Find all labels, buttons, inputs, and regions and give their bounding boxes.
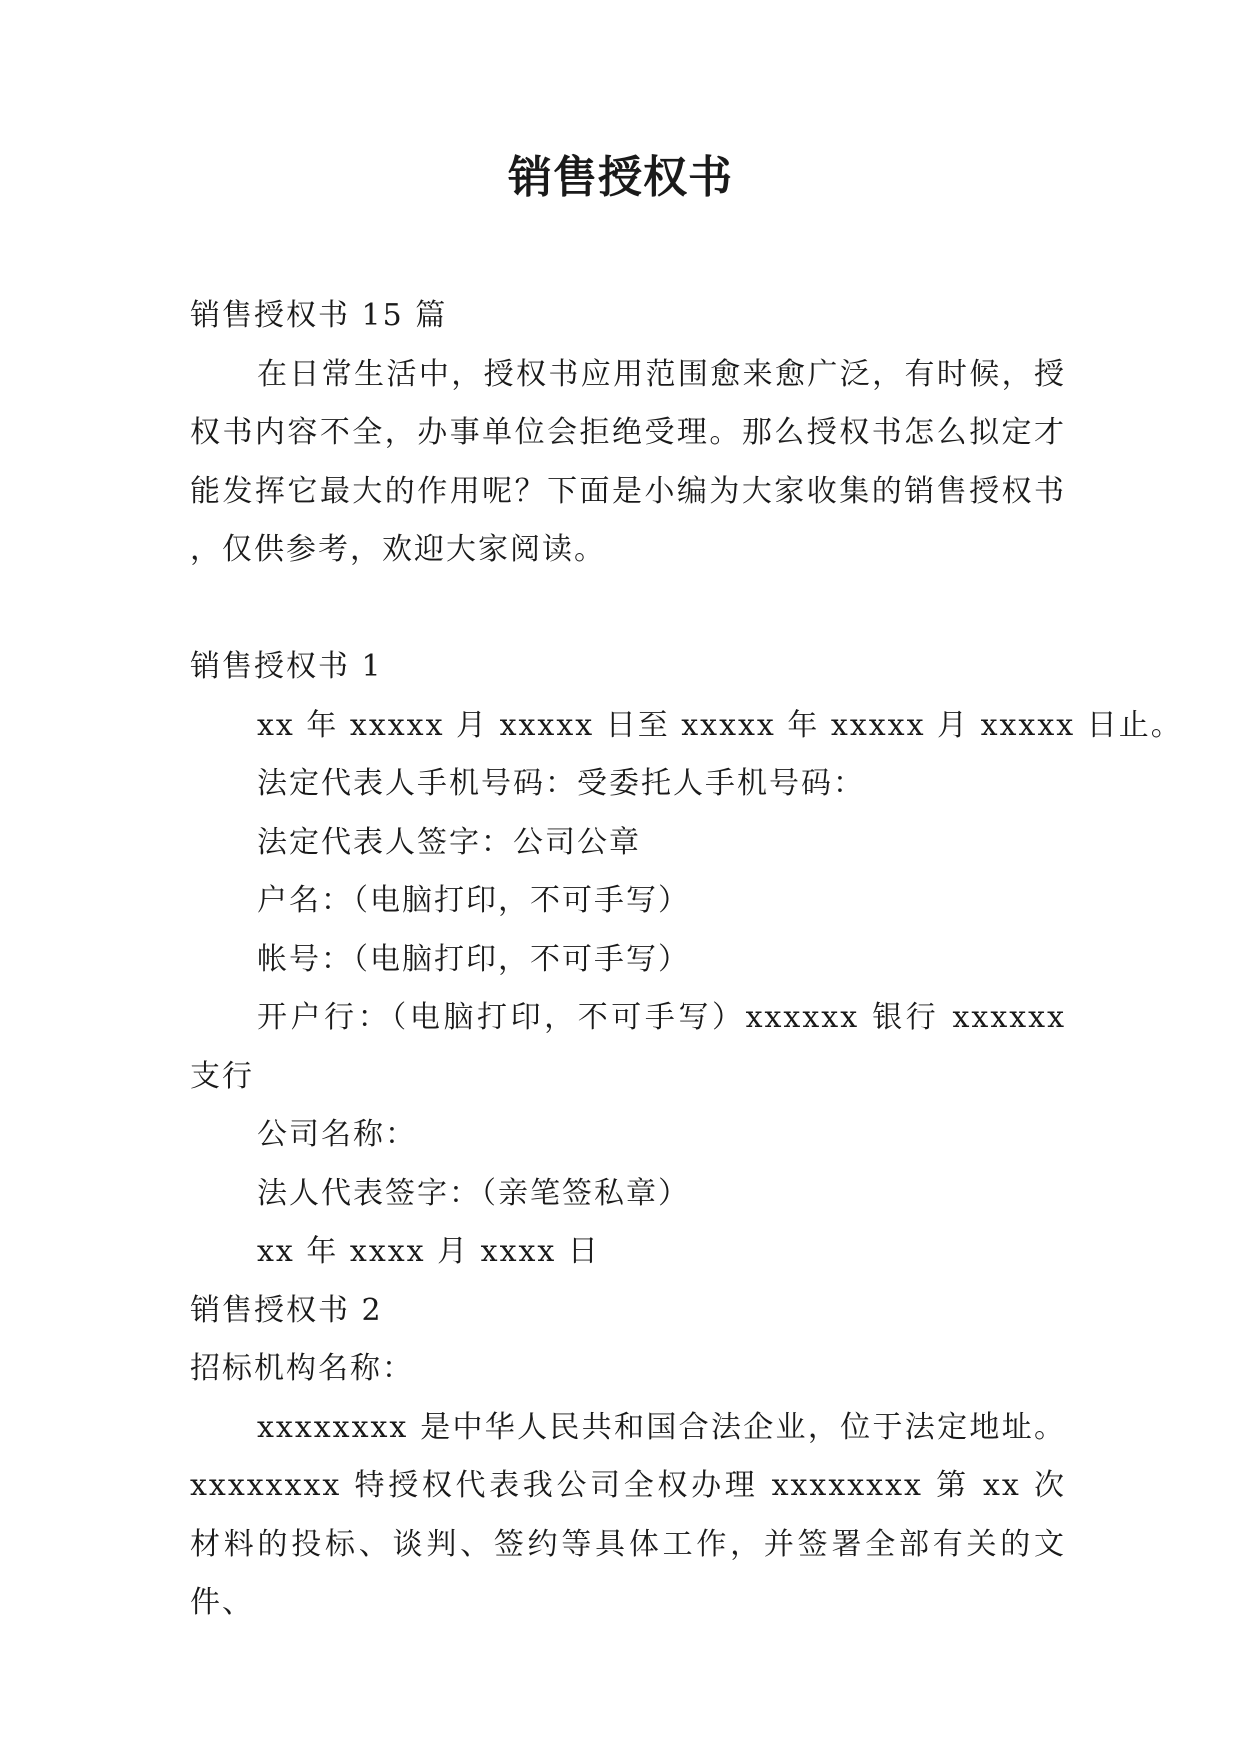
document-title: 销售授权书 [508, 152, 733, 203]
signature-seal-line: 法定代表人签字：公司公章 [257, 824, 641, 860]
account-name-line: 户名：（电脑打印，不可手写） [257, 883, 690, 918]
bank-line: 开户行：（电脑打印，不可手写）xxxxxx 银行 xxxxxx 支行 [190, 1000, 1066, 1094]
date-line: xx 年 xxxx 月 xxxx 日 [257, 1234, 600, 1269]
recipient-line: 招标机构名称： [190, 1351, 414, 1386]
section-1-heading: 销售授权书 1 [190, 649, 383, 684]
company-name-line: 公司名称： [257, 1117, 417, 1152]
phone-numbers-line: 法定代表人手机号码：受委托人手机号码： [257, 766, 865, 801]
document-body [190, 287, 1183, 1633]
validity-period-line: xx 年 xxxxx 月 xxxxx 日至 xxxxx 年 xxxxx 月 xxxxx 日止。 [257, 707, 1183, 743]
authorization-paragraph: xxxxxxxx 是中华人民共和国合法企业，位于法定地址。xxxxxxxx 特授权代表我公司全权办理 xxxxxxxx 第 xx 次材料的投标、谈判、签约等具体工作，并签署全部有关的文件、 [190, 1409, 1066, 1620]
account-number-line: 帐号：（电脑打印，不可手写） [257, 941, 690, 977]
legal-rep-signature-line: 法人代表签字：（亲笔签私章） [257, 1175, 690, 1211]
document-subtitle: 销售授权书 15 篇 [190, 298, 448, 333]
section-2-heading: 销售授权书 2 [190, 1292, 383, 1328]
intro-paragraph: 在日常生活中，授权书应用范围愈来愈广泛，有时候，授权书内容不全，办事单位会拒绝受理。那么授权书怎么拟定才能发挥它最大的作用呢？下面是小编为大家收集的销售授权书 ，仅供参考，欢迎大家阅读。 [190, 356, 1066, 567]
paragraph-gap [190, 580, 1066, 639]
